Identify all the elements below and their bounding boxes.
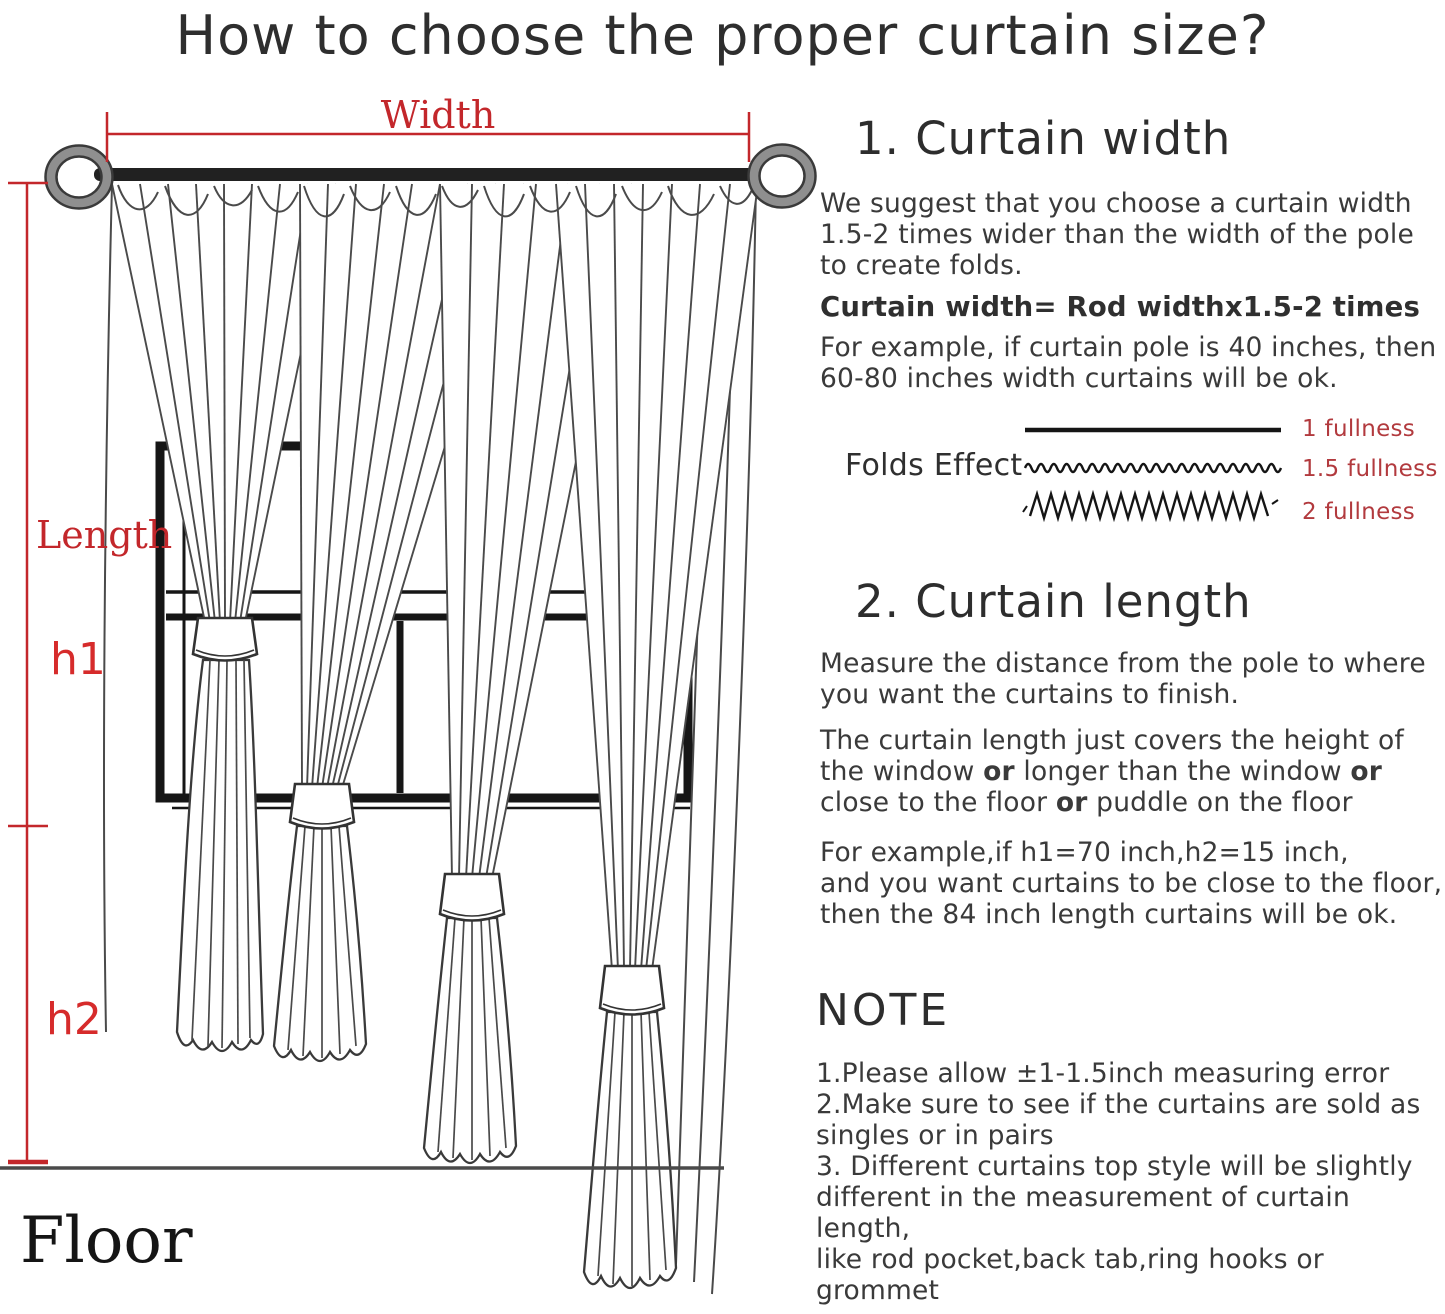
tieback-band: [440, 874, 504, 921]
h2-label: h2: [46, 994, 102, 1045]
section-width-para2: [820, 332, 1436, 394]
section-width-heading: 1. Curtain width: [855, 112, 1232, 165]
section-length-para2: [820, 725, 1404, 818]
text-line: Measure the distance from the pole to where: [820, 648, 1426, 679]
text-line: you want the curtains to finish.: [820, 679, 1240, 710]
text-line: then the 84 inch length curtains will be ok.: [820, 899, 1398, 930]
note-list: [816, 1058, 1445, 1306]
folds-effect-label: Folds Effect: [845, 448, 1023, 483]
section-length-para3: [820, 837, 1442, 930]
note-line: singles or in pairs: [816, 1120, 1054, 1151]
fullness-1-5-label: 1.5 fullness: [1302, 456, 1438, 482]
curtain-ring-left-icon: [46, 146, 113, 209]
note-line: different in the measurement of curtain length,: [816, 1182, 1350, 1244]
h1-label: h1: [50, 634, 106, 685]
text-line: and you want curtains to be close to the floor,: [820, 868, 1443, 899]
note-line: 1.Please allow ±1-1.5inch measuring error: [816, 1058, 1390, 1089]
fullness-1-5-wavy-icon: [1022, 452, 1284, 492]
curtain-ring-right-icon: [749, 145, 816, 208]
tieback-band: [290, 784, 354, 829]
section-length-heading: 2. Curtain length: [855, 575, 1252, 628]
text-line: close to the floor or puddle on the floor: [820, 787, 1353, 818]
curtain-rod: [94, 168, 760, 181]
text-line: We suggest that you choose a curtain width: [820, 188, 1412, 219]
fullness-2-label: 2 fullness: [1302, 499, 1416, 525]
width-label: Width: [380, 93, 496, 137]
floor-label: Floor: [20, 1204, 193, 1278]
note-line: 3. Different curtains top style will be slightly: [816, 1151, 1413, 1182]
note-line: 2.Make sure to see if the curtains are sold as: [816, 1089, 1421, 1120]
folds-effect-legend: [820, 408, 1445, 548]
section-width-para1: [820, 188, 1414, 281]
tieback-band: [193, 618, 257, 661]
note-line: like rod pocket,back tab,ring hooks or grommet: [816, 1244, 1324, 1306]
length-dimension: [8, 182, 48, 1164]
page-title: How to choose the proper curtain size?: [175, 4, 1270, 67]
section-length-para1: [820, 648, 1426, 710]
length-label: Length: [36, 513, 173, 557]
text-line: 1.5-2 times wider than the width of the pole: [820, 219, 1414, 250]
text-line: The curtain length just covers the height of: [820, 725, 1404, 756]
fullness-1-line-icon: [1022, 414, 1284, 454]
text-line: For example, if curtain pole is 40 inches, then: [820, 332, 1437, 363]
note-heading: NOTE: [816, 985, 951, 1036]
text-line: 60-80 inches width curtains will be ok.: [820, 363, 1338, 394]
text-line: the window or longer than the window or: [820, 756, 1383, 787]
text-line: For example,if h1=70 inch,h2=15 inch,: [820, 837, 1349, 868]
fullness-1-label: 1 fullness: [1302, 416, 1416, 442]
text-line: to create folds.: [820, 250, 1023, 281]
fullness-2-zigzag-icon: [1022, 488, 1284, 528]
curtain-width-formula: Curtain width= Rod widthx1.5-2 times: [820, 291, 1421, 323]
